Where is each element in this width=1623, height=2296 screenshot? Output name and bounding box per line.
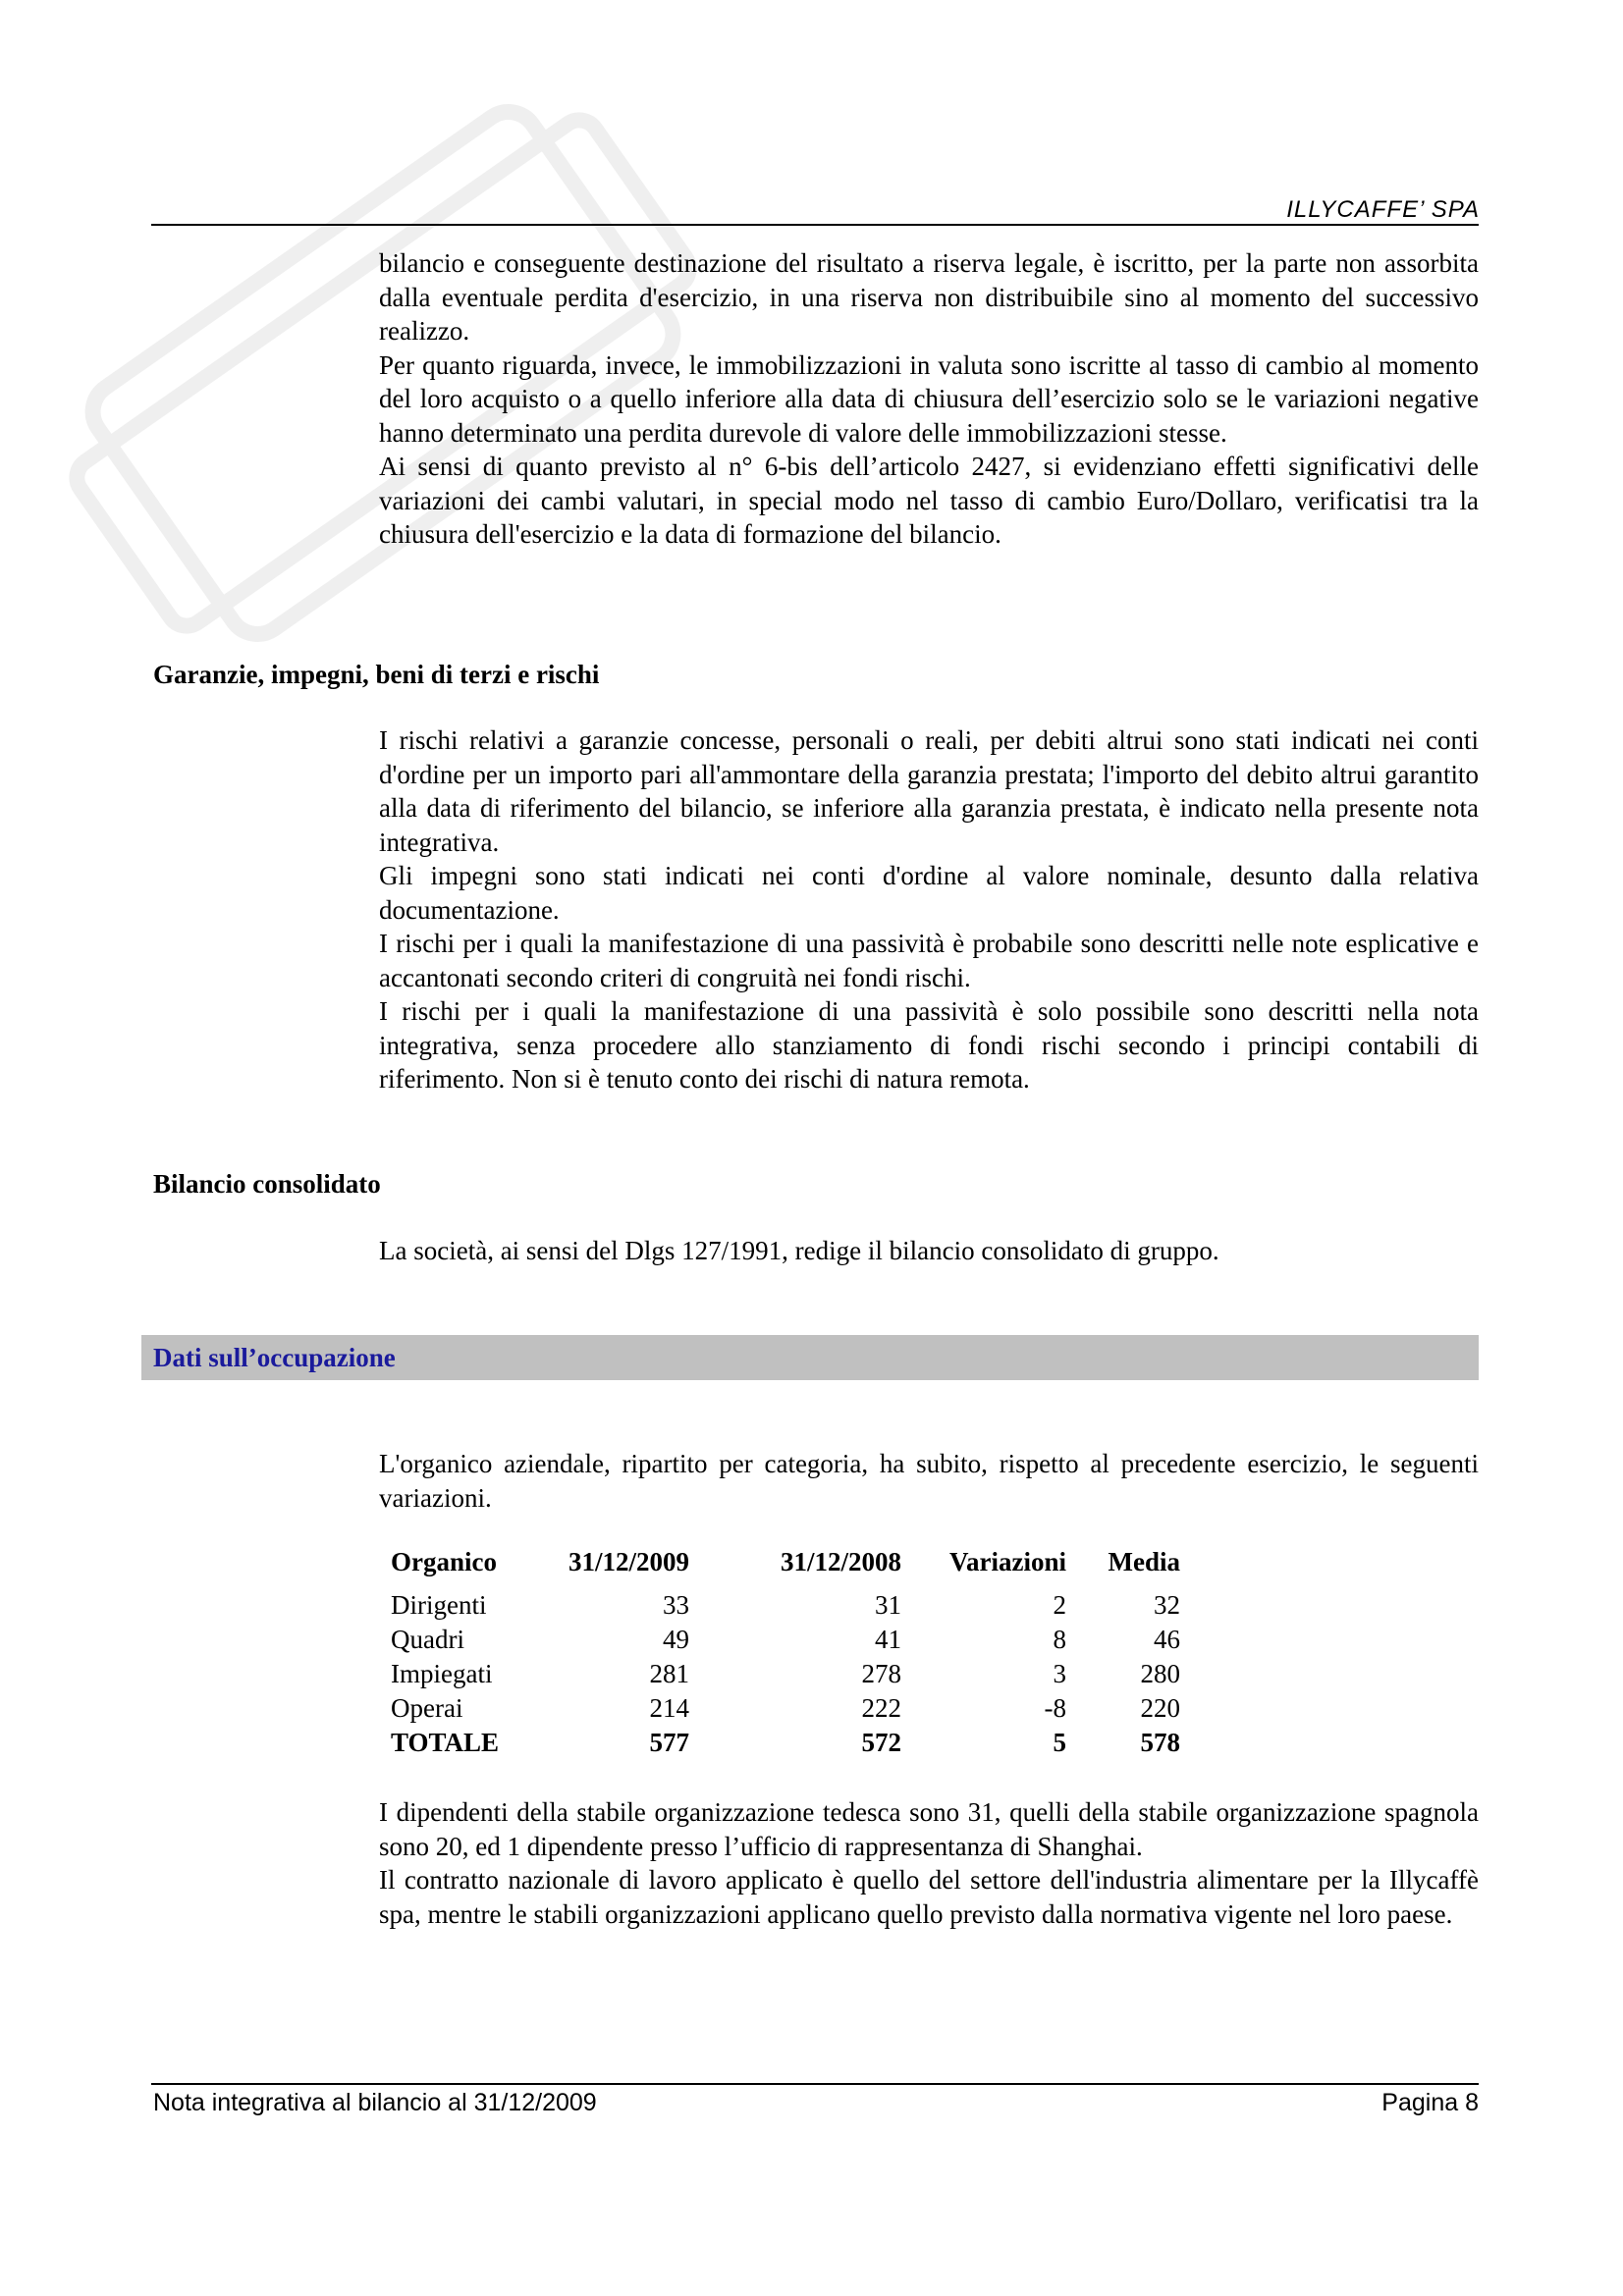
occupazione-intro [379, 1447, 1479, 1515]
table-cell: 577 [649, 1728, 689, 1757]
table-cell: 281 [649, 1659, 689, 1688]
column-header: Organico [391, 1547, 497, 1576]
intro-section [379, 246, 1479, 552]
consolidato-paragraph: La società, ai sensi del Dlgs 127/1991, redige il bilancio consolidato di gruppo. [379, 1236, 1219, 1265]
table-cell: Operai [391, 1693, 463, 1723]
column-header: Variazioni [948, 1547, 1066, 1576]
table-header-row [379, 1547, 1180, 1588]
table-cell: 49 [663, 1625, 689, 1654]
table-cell: 220 [1140, 1693, 1180, 1723]
garanzie-section [379, 723, 1479, 1096]
table-row [379, 1657, 1180, 1691]
table-cell: 280 [1140, 1659, 1180, 1688]
occupazione-paragraph: Il contratto nazionale di lavoro applicato è quello del settore dell'industria alimentare per la Illycaffè spa, mentre le stabili organizzazioni applicano quello previsto dalla normativa vigente nel loro paese. [379, 1865, 1479, 1929]
section-heading-consolidato: Bilancio consolidato [153, 1169, 381, 1199]
occupazione-paragraph: I dipendenti della stabile organizzazione tedesca sono 31, quelli della stabile organizzazione spagnola sono 20, ed 1 dipendente presso l’ufficio di rappresentanza di Shanghai. [379, 1797, 1479, 1861]
table-cell: 222 [861, 1693, 901, 1723]
footer-divider [151, 2083, 1479, 2085]
table-cell: 5 [1053, 1728, 1066, 1757]
intro-paragraph: Ai sensi di quanto previsto al n° 6-bis dell’articolo 2427, si evidenziano effetti significativi delle variazioni dei cambi valutari, in special modo nel tasso di cambio Euro/Dollaro, verificatisi tra la chiusura dell'esercizio e la data di formazione del bilancio. [379, 452, 1479, 549]
column-header: 31/12/2008 [780, 1547, 901, 1576]
intro-paragraph: bilancio e conseguente destinazione del risultato a riserva legale, è iscritto, per la parte non assorbita dalla eventuale perdita d'esercizio, in una riserva non distribuibile sino al momento del successivo realizzo. [379, 248, 1479, 346]
consolidato-section [379, 1234, 1479, 1268]
table-cell: 32 [1154, 1590, 1180, 1620]
section-heading-garanzie: Garanzie, impegni, beni di terzi e rischi [153, 660, 600, 689]
table-row [379, 1691, 1180, 1726]
table-cell: 8 [1053, 1625, 1066, 1654]
intro-paragraph: Per quanto riguarda, invece, le immobilizzazioni in valuta sono iscritte al tasso di cambio al momento del loro acquisto o a quello inferiore alla data di chiusura dell’esercizio solo se le variazioni negative hanno determinato una perdita durevole di valore delle immobilizzazioni stesse. [379, 349, 1479, 448]
table-cell: 46 [1154, 1625, 1180, 1654]
table-cell: 41 [875, 1625, 901, 1654]
header-divider [151, 224, 1479, 226]
table-cell: 33 [663, 1590, 689, 1620]
garanzie-paragraph: Gli impegni sono stati indicati nei conti d'ordine al valore nominale, desunto dalla relativa documentazione. [379, 861, 1479, 925]
table-cell: TOTALE [391, 1728, 500, 1757]
table-row [379, 1588, 1180, 1623]
occupazione-notes [379, 1795, 1479, 1931]
table-cell: 2 [1053, 1590, 1066, 1620]
table-cell: Quadri [391, 1625, 464, 1654]
table-cell: 214 [649, 1693, 689, 1723]
section-heading-occupazione: Dati sull’occupazione [153, 1343, 396, 1372]
staff-table [379, 1547, 1180, 1760]
column-header: 31/12/2009 [568, 1547, 689, 1576]
footer-title: Nota integrativa al bilancio al 31/12/2009 [153, 2089, 597, 2116]
garanzie-paragraph: I rischi per i quali la manifestazione di una passività è solo possibile sono descritti nella nota integrativa, senza procedere allo stanziamento di fondi rischi secondo i principi contabili di riferimento. Non si è tenuto conto dei rischi di natura remota. [379, 996, 1479, 1094]
table-row [379, 1623, 1180, 1657]
section-bar-occupazione [141, 1335, 1479, 1380]
table-total-row [379, 1726, 1180, 1760]
table-cell: 278 [861, 1659, 901, 1688]
table-cell: 578 [1140, 1728, 1180, 1757]
column-header: Media [1108, 1547, 1180, 1576]
table-cell: Impiegati [391, 1659, 493, 1688]
table-cell: -8 [1044, 1693, 1066, 1723]
page-number: Pagina 8 [1381, 2089, 1479, 2116]
table-cell: 572 [861, 1728, 901, 1757]
garanzie-paragraph: I rischi per i quali la manifestazione di una passività è probabile sono descritti nelle note esplicative e accantonati secondo criteri di congruità nei fondi rischi. [379, 929, 1479, 992]
occupazione-intro-paragraph: L'organico aziendale, ripartito per categoria, ha subito, rispetto al precedente esercizio, le seguenti variazioni. [379, 1449, 1479, 1513]
garanzie-paragraph: I rischi relativi a garanzie concesse, personali o reali, per debiti altrui sono stati indicati nei conti d'ordine per un importo pari all'ammontare della garanzia prestata; l'importo del debito altrui garantito alla data di riferimento del bilancio, se inferiore alla garanzia prestata, è indicato nella presente nota integrativa. [379, 725, 1479, 857]
table-cell: 3 [1053, 1659, 1066, 1688]
table-cell: 31 [875, 1590, 901, 1620]
header-company: ILLYCAFFE’ SPA [1286, 196, 1480, 223]
table-cell: Dirigenti [391, 1590, 487, 1620]
